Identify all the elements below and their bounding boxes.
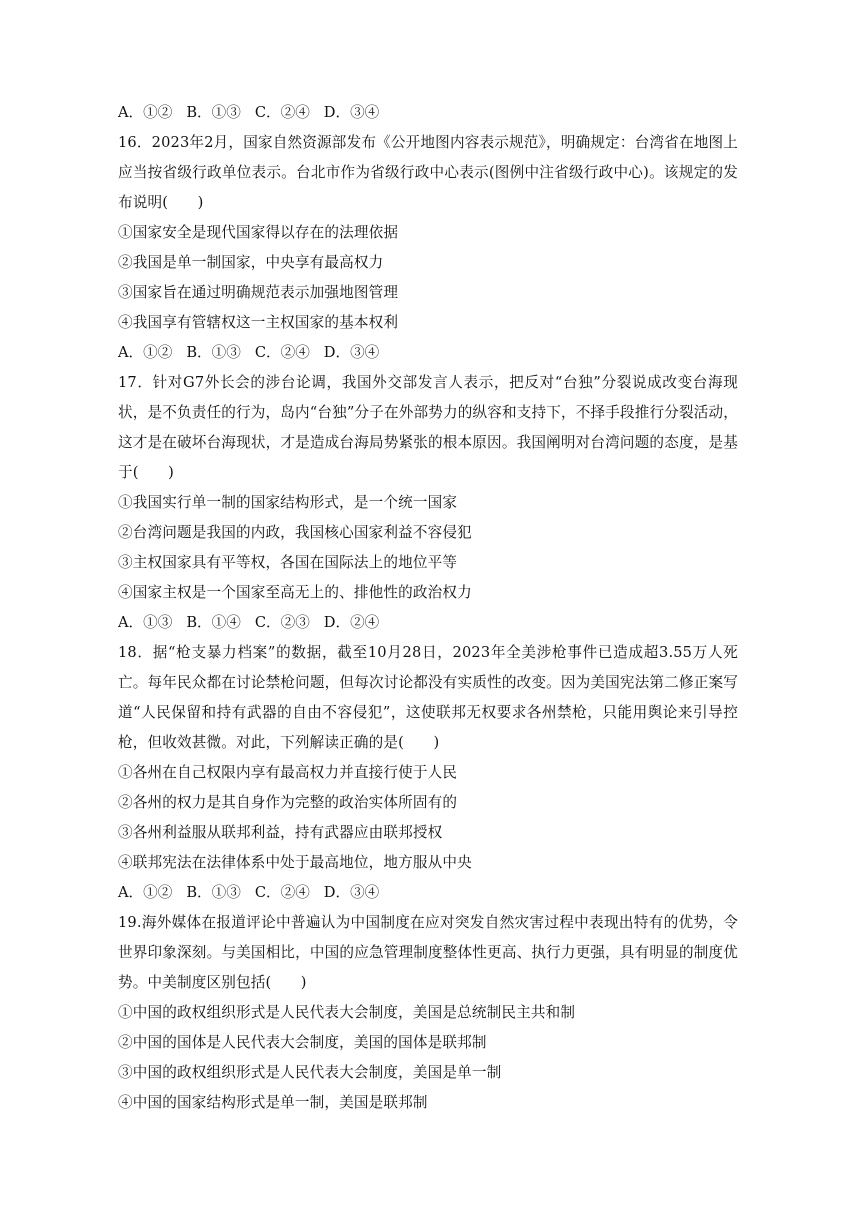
answer-options: [118, 338, 738, 368]
option-c: C．②④: [254, 344, 310, 361]
statement-item: ①中国的政权组织形式是人民代表大会制度，美国是总统制民主共和制: [118, 1004, 576, 1021]
question-19: [118, 908, 738, 1118]
option-d: D．②④: [323, 614, 380, 631]
option-b: B．①③: [186, 884, 241, 901]
option-b: B．①③: [186, 344, 241, 361]
question-17: [118, 368, 738, 638]
statement-item: ①各州在自己权限内享有最高权力并直接行使于人民: [118, 764, 458, 781]
question-stem: 19.海外媒体在报道评论中普遍认为中国制度在应对突发自然灾害过程中表现出特有的优势，令世界印象深刻。与美国相比，中国的应急管理制度整体性更高、执行力更强，具有明显的制度优势。中美制度区别包括( ): [118, 914, 738, 991]
answer-options: [118, 878, 738, 908]
statement-item: ②各州的权力是其自身作为完整的政治实体所固有的: [118, 794, 458, 811]
option-a: A．①②: [118, 884, 173, 901]
answer-options: [118, 608, 738, 638]
option-c: C．②④: [254, 104, 310, 121]
option-d: D．③④: [323, 344, 380, 361]
question-16: [118, 128, 738, 368]
option-b: B．①③: [186, 104, 241, 121]
question-stem: 18．据“枪支暴力档案”的数据，截至10月28日，2023年全美涉枪事件已造成超3.55万人死亡。每年民众都在讨论禁枪问题，但每次讨论都没有实质性的改变。因为美国宪法第二修正案写道“人民保留和持有武器的自由不容侵犯”，这使联邦无权要求各州禁枪，只能用舆论来引导控枪，但收效甚微。对此，下列解读正确的是( ): [118, 644, 738, 751]
statement-item: ①国家安全是现代国家得以存在的法理依据: [118, 224, 399, 241]
statement-item: ④联邦宪法在法律体系中处于最高地位，地方服从中央: [118, 854, 472, 871]
statement-item: ③各州利益服从联邦利益，持有武器应由联邦授权: [118, 824, 443, 841]
option-a: A．①③: [118, 614, 173, 631]
statement-item: ①我国实行单一制的国家结构形式，是一个统一国家: [118, 494, 458, 511]
option-c: C．②④: [254, 884, 310, 901]
statement-item: ④国家主权是一个国家至高无上的、排他性的政治权力: [118, 584, 472, 601]
option-d: D．③④: [323, 884, 380, 901]
statement-item: ③主权国家具有平等权，各国在国际法上的地位平等: [118, 554, 458, 571]
statement-item: ③中国的政权组织形式是人民代表大会制度，美国是单一制: [118, 1064, 502, 1081]
question-stem: 16．2023年2月，国家自然资源部发布《公开地图内容表示规范》，明确规定：台湾省在地图上应当按省级行政单位表示。台北市作为省级行政中心表示(图例中注省级行政中心)。该规定的发布说明( ): [118, 134, 738, 211]
statement-item: ②台湾问题是我国的内政，我国核心国家利益不容侵犯: [118, 524, 472, 541]
question-stem: 17．针对G7外长会的涉台论调，我国外交部发言人表示，把反对“台独”分裂说成改变台海现状，是不负责任的行为，岛内“台独”分子在外部势力的纵容和支持下，不择手段推行分裂活动，这才是在破坏台海现状，才是造成台海局势紧张的根本原因。我国阐明对台湾问题的态度，是基于( ): [118, 374, 738, 481]
option-c: C．②③: [254, 614, 310, 631]
exam-page: [118, 98, 738, 1118]
option-b: B．①④: [186, 614, 241, 631]
option-a: A．①②: [118, 344, 173, 361]
statement-item: ④我国享有管辖权这一主权国家的基本权利: [118, 314, 399, 331]
statement-item: ④中国的国家结构形式是单一制，美国是联邦制: [118, 1094, 428, 1111]
option-d: D．③④: [323, 104, 380, 121]
statement-item: ②我国是单一制国家，中央享有最高权力: [118, 254, 384, 271]
q15-options: [118, 98, 738, 128]
statement-item: ③国家旨在通过明确规范表示加强地图管理: [118, 284, 399, 301]
statement-item: ②中国的国体是人民代表大会制度，美国的国体是联邦制: [118, 1034, 487, 1051]
question-18: [118, 638, 738, 908]
option-a: A．①②: [118, 104, 173, 121]
